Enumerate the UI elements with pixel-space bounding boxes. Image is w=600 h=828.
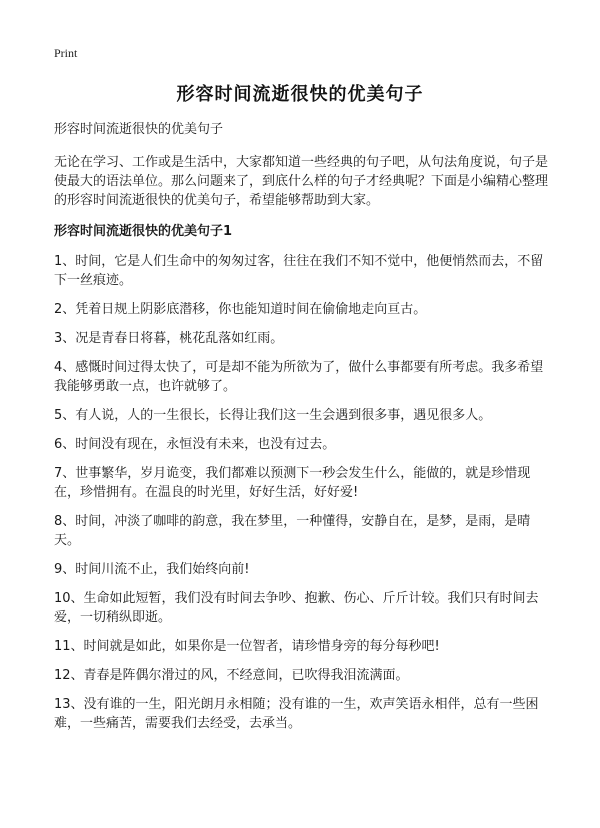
sentence-item: 13、没有谁的一生，阳光朗月永相随；没有谁的一生，欢声笑语永相伴，总有一些困难，一些痛苦，需要我们去经受，去承当。 bbox=[54, 697, 539, 731]
article-body bbox=[54, 120, 550, 743]
sentence-item: 6、时间没有现在，永恒没有未来，也没有过去。 bbox=[54, 437, 336, 452]
intro-paragraph: 无论在学习、工作或是生活中，大家都知道一些经典的句子吧，从句法角度说，句子是使最大的语法单位。那么问题来了，到底什么样的句子才经典呢？下面是小编精心整理的形容时间流逝很快的优美句子，希望能够帮助到大家。 bbox=[54, 155, 549, 208]
sentence-item: 10、生命如此短暂，我们没有时间去争吵、抱歉、伤心、斤斤计较。我们只有时间去爱，一切稍纵即逝。 bbox=[54, 591, 539, 625]
sentence-item: 5、有人说，人的一生很长，长得让我们这一生会遇到很多事，遇见很多人。 bbox=[54, 408, 492, 423]
sentence-item: 2、凭着日规上阴影底潜移，你也能知道时间在偷偷地走向亘古。 bbox=[54, 302, 427, 317]
sentence-item: 1、时间，它是人们生命中的匆匆过客，往往在我们不知不觉中，他便悄然而去，不留下一丝痕迹。 bbox=[54, 254, 544, 288]
section-heading: 形容时间流逝很快的优美句子1 bbox=[54, 224, 233, 239]
article-subtitle: 形容时间流逝很快的优美句子 bbox=[54, 122, 224, 137]
sentence-item: 12、青春是阵偶尔滑过的风，不经意间，已吹得我泪流满面。 bbox=[54, 668, 409, 683]
page-title: 形容时间流逝很快的优美句子 bbox=[176, 84, 424, 105]
sentence-item: 11、时间就是如此，如果你是一位智者，请珍惜身旁的每分每秒吧! bbox=[54, 639, 440, 654]
sentence-item: 3、况是青春日将暮，桃花乱落如红雨。 bbox=[54, 331, 284, 346]
sentence-item: 9、时间川流不止，我们始终向前! bbox=[54, 562, 250, 577]
sentence-item: 7、世事繁华，岁月诡变，我们都难以预测下一秒会发生什么，能做的，就是珍惜现在，珍惜拥有。在温良的时光里，好好生活，好好爱! bbox=[54, 466, 531, 500]
sentence-item: 4、感慨时间过得太快了，可是却不能为所欲为了，做什么事都要有所考虑。我多希望我能够勇敢一点，也许就够了。 bbox=[54, 360, 544, 394]
sentence-item: 8、时间，冲淡了咖啡的韵意，我在梦里，一种懂得，安静自在，是梦，是雨，是晴天。 bbox=[54, 514, 531, 548]
print-link[interactable]: Print bbox=[54, 46, 78, 60]
